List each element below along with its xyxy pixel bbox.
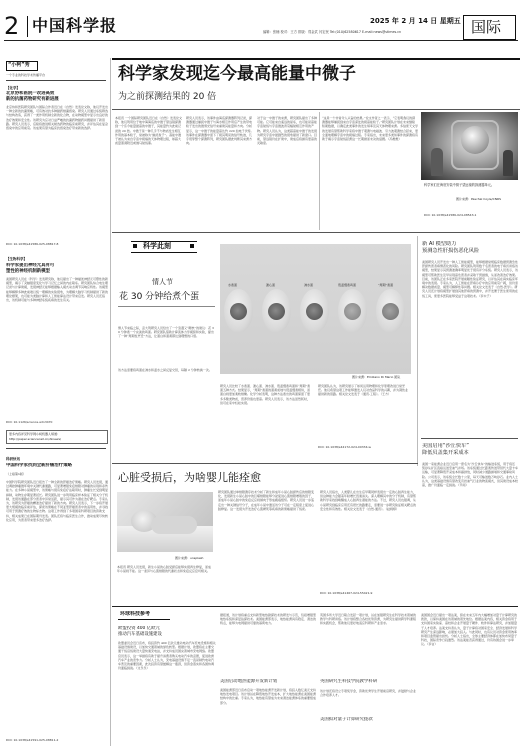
baby-body-left: 本报讯 研究人员发现，新生小鼠的心脏受损后能够实现再生修复，而成年小鼠则不能。这一差异与心肌细胞的代谢状态和免疫反应密切相关。 xyxy=(117,565,211,574)
baby-body-col2: 研究团队通过单细胞测序技术分析了新生和成年小鼠心脏损伤后的细胞变化，发现新生小鼠心脏中的巨噬细胞能够分泌促进心肌细胞增殖的因子，而成年小鼠心脏中的免疫反应则倾向于形成瘢痕组织。研究人员进一步鉴定出一种关键信号分子，在成年小鼠中激活该分子可在一定程度上促进心脏修复。这一发现为开发治疗心肌梗死等疾病的新策略提供了线索。 xyxy=(218,490,314,511)
lead-body-col2: 研究人员表示，该事件由海底探测器阵列记录，探测器通过捕捉中微子与海水相互作用后产生的带电粒子发出的微弱光信号来重建其能量和方向。分析显示，这一中微子的能量高达约 220 拍电子伏特。该事件在探测器中留下了极其明亮的信号轨迹，几乎贯穿整个探测阵列，研究团队据此判断其来源方向。 xyxy=(186,116,254,146)
item3-body: 中国科学院研究团队近日报告了一种全新的肝癌治疗策略。研究人员发现，通过调控肿瘤微环境中关键代谢通路，可显著增强免疫细胞对肿瘤的识别和杀伤能力。在多种小鼠模型中，该策略与现有免疫疗法联用时，肿瘤生长受到明显抑制，动物生存期显著延长。研究团队进一步利用临床样本验证了相关分子机制，发现该通路在部分患者中异常活跃，提示其可作为潜在治疗靶点。专家认为，该研究为肝癌的精准治疗提供了新的方向。研究人员表示，下一步将开展更大规模的临床前评估，探索该策略在不同亚型肝癌患者中的适用性，并寻找可用于预测疗效的生物标志物。这项工作得到了多项国家科研项目的资助支持，相关成果已在国际期刊发表。团队还将与临床医生合作，推动成果尽快转化应用，为患者带来更多治疗选择。 xyxy=(6,480,108,522)
egg-label-5: “周期”煮蛋 xyxy=(378,283,394,287)
item3-tag: 科研快讯 xyxy=(6,457,20,461)
notice-text: 更多内容详见科学网小柯机器人频道： http://paper.sciencenet.cn/AInews/ xyxy=(9,432,62,441)
baby-photo-credit: 图片来源：unsplash xyxy=(175,556,204,560)
bottom-body-2a: 据报道，该计划将重点支持新型地热勘探技术的研发与示范，包括增强型地热系统和深层钻探技术。美国能源部表示，地热能源具有稳定、清洁的特点，能够为电网提供可靠的基荷电力。 xyxy=(220,613,316,626)
item2-body: 美国研究人员在《科学》发表研究称，他们提出了一种描述神经元可塑性的新模型，揭示了突触强度变化与学习记忆之间的内在联系。研究团队综合电生理记录与计算建模，发现神经元能够根据输入模式动态调节其响应特性。该模型能够解释多种此前难以统一理解的实验现象，为理解大脑学习机制提供了新的理论框架，也可能为类脑计算和人工智能算法设计带来启发。研究人员还指出，该机制可能与多种神经系统疾病的发生有关。 xyxy=(6,277,108,303)
lead-body-col4: “这是一个非常令人兴奋的结果。”论文作者之一表示，“它表明我们的探测器能够捕捉到来自宇宙深处的极高能粒子。”研究团队计划在未来继续积累数据，以确定此类事件的发生频率及其天体物理来源。多信使天文学的发展有望帮助科学家将中微子观测与电磁波、引力波观测结合起来，更全面地理解宇宙中的极端过程。专家指出，未来更多类似事件的探测将有助于揭示宇宙射线起源这一长期悬而未决的谜题。（冯维维） xyxy=(322,116,418,142)
baby-body-col3: 研究人员指出，人类婴儿在出生后早期同样表现出一定的心脏再生能力，但这种能力会随着年龄增长迅速消失。深入理解其中的分子机制，有望帮助科学家找到唤醒成人心脏再生潜能的方法。不过，研究人员也强调，从小鼠研究到临床应用还有很长的路要走，需要进一步研究验证相关靶点的安全性和有效性。相关论文发表于《自然-通讯》。（赵婉婷） xyxy=(320,490,416,511)
lead-inner-rule xyxy=(319,112,320,230)
editor-line: 编辑：张楠 校对：王方 排版：郑金武 闫宏民 Tel:(010)62580617 E-mail:news@stimes.cn xyxy=(263,30,402,34)
lead-body-col1: 本报讯 一个国际研究团队近日在《自然》发表论文称，他们利用位于地中海海底的中微子望远镜探测到一个迄今能量最高的中微子，其能量约为此前记录的 20 倍。中微子是一种几乎不与物质发生相互作用的基本粒子，常被称为“幽灵粒子”。高能中微子被认为来自宇宙中极端的天体物理过程，如超大质量黑洞附近或伽马射线暴。 xyxy=(115,116,182,146)
left-rule-1 xyxy=(6,80,106,81)
baby-photo xyxy=(117,492,213,552)
feature-body-left-2: 该方法需要将鸡蛋在沸水和温水之间反复交替，每隔 2 分钟转换一次。 xyxy=(118,368,212,372)
bottom-body-5: 美国国会近日提出一项法案，拟在未来五年内大幅增加对量子计算研究的拨款，以保持美国在该领域的领先地位。根据法案内容，相关资金将用于支持国家实验室、高校和企业开展量子硬件、软件和算法研究，并加强量子人才培养。法案支持者认为，量子计算将对国家安全、经济发展和科学研究产生深远影响，必须加大投入。与此同时，也有议员对资金使用效率和项目监管提出担忧。分析人士指出，全球主要经济体都在加快布局量子科技，国际竞争日趋激烈。该法案能否获得通过，仍有待国会进一步审议。（李言） xyxy=(421,613,518,647)
feature-body-col3: 研究团队认为，该研究展示了如何运用物理和化学原理改进日常烹饪。他们希望这项工作能够激发人们对食品科学的兴趣，并为餐饮业提供新的思路。相关论文发表于《通讯-工程》。（王方） xyxy=(318,384,409,397)
baby-doi: DOI: 10.1038/s41467-024-55421-9 xyxy=(320,591,373,595)
item2-title: 科学家提出神经元具有可 塑性的神经机制新模型 xyxy=(6,263,55,274)
feature-label: 科学此刻 xyxy=(143,242,171,250)
left-rule-2 xyxy=(6,448,106,449)
bottom-body-1: 欧盟委员会近日宣布，将投资约 400 亿欧元推动电动汽车充电设施和相关基础设施建设，以加快交通领域的绿色转型。根据计划，欧盟将在主要交通干线沿线建设大量快速充电站，并支持成员国完善城市充电网络。欧盟官员表示，这一举措将有助于提升消费者购买电动汽车的意愿，促进欧洲汽车产业的竞争力。分析人士认为，充电基础设施不足一直是制约电动汽车普及的重要因素，此次投资有望缓解这一瓶颈，但资金落实和各国协调仍面临挑战。（文乐乐） xyxy=(118,641,216,671)
worker-figure-2 xyxy=(503,150,513,176)
feature-title: 花 30 分钟给煮个蛋 xyxy=(119,292,200,302)
lead-top-bar xyxy=(112,58,520,60)
bottom-body-2b: 美国能源部近日宣布启动一项地热能源开发新计划，将投入数亿美元支持地热发电项目。该计划旨在降低地热开发成本，扩大地热能源在美国能源结构中的比重。专家认为，地热能有望成为未来清洁能源体系的重要组成部分。 xyxy=(220,688,316,705)
egg-5-yolk xyxy=(382,303,399,320)
right-col-rule xyxy=(421,438,518,439)
right-story1-body: 美国研究人员开发出一种人工智能模型，能够根据常规临床数据预测急性肝损伤患者病情恶化的风险。研究团队利用数千名患者的电子病历训练该模型，结果显示其预测准确率明显优于现有评分系统。研究人员表示，该模型可帮助医生及早识别高危患者并采取干预措施，从而改善治疗效果。目前，该团队正在多家医院开展前瞻性验证研究，以评估其在真实临床环境中的表现。专家认为，人工智能在肝病诊疗中的应用前景广阔，但仍需解决数据质量、模型可解释性等问题。相关论文发表于《自然-医学》。研究人员还计划将模型扩展到其他肝病的预测中，并开发便于医生使用的在线工具，使更多医院能够受益于这项技术。（李木子） xyxy=(422,260,518,298)
xiaoke-sub: 一个专业的科技学术传播平台 xyxy=(6,73,46,77)
item1-doi: DOI: 10.1038/s41586-025-08817-8 xyxy=(6,242,59,246)
lead-rule xyxy=(112,109,520,110)
egg-2-yolk xyxy=(268,303,285,320)
item3-title: 中国科学家找到全新肝癌治疗策略 xyxy=(6,463,72,468)
baby-bottom-rule xyxy=(112,606,518,607)
item2-tag: 【生物科学】 xyxy=(6,257,27,261)
masthead-divider xyxy=(27,16,28,37)
bottom-section-label: 环球科技参考 xyxy=(120,611,151,617)
bottom-title-3: 英国研究生科技学院教学科研 xyxy=(320,679,378,684)
lead-photo-caption: 科学家们在海底安装中微子望远镜的探测器单元。 xyxy=(424,183,495,187)
left-col-rule xyxy=(110,58,111,746)
egg-label-4: 低温慢煮鸡蛋 xyxy=(338,283,357,287)
section-name: 国际 xyxy=(471,18,502,36)
lead-photo xyxy=(421,112,518,180)
lead-subhead: 为之前探测结果的 20 倍 xyxy=(118,92,217,102)
right-story2-body: 美国一家能源企业近日启用一套名为“沙丘快车”的输送系统，用于将压裂砂从矿区直接运送至油气井场。该系统通过长距离传送带替代大量卡车运输，可显著降低开采成本和碳排放，同时减少道路拥堵和交通事故风险。公司表示，该系统全长数十公里，每天可输送数万吨砂石。业内人士认为，这类基础设施有望改变页岩油气行业的物流模式，但其建设成本较高，推广仍面临一定挑战。（辛雨） xyxy=(422,462,518,488)
baby-headline: 心脏受损后，为啥婴儿能痊愈 xyxy=(118,471,261,484)
egg-label-2: 溏心蛋 xyxy=(266,283,276,287)
egg-label-3: 沸水蛋 xyxy=(304,283,314,287)
feature-label-mark-right xyxy=(190,244,194,248)
paper-logo: 中国科学报 xyxy=(32,16,118,35)
feature-label-mark-left xyxy=(133,244,137,248)
egg-1-yolk xyxy=(230,303,247,320)
detector-frame xyxy=(451,120,499,170)
page-number: 2 xyxy=(4,12,20,40)
feature-body-col2: 研究人员比较了水煮蛋、溏心蛋、沸水蛋、低温慢煮鸡蛋和“周期”煮蛋五种方式。结果显示，“周期”煮蛋的蛋黄质地与低温慢煮相似，而蛋白则更加柔软细嫩。化学分析表明，这种方法煮出的鸡蛋保留了更多多酚类物质，营养价值也更高。研究人员表示，该方法虽然耗时，但可在家中轻松实现。 xyxy=(220,384,311,405)
bottom-title-4: 美国拟对量子计算研究拨款 xyxy=(320,717,373,722)
lead-doi: DOI: 10.1038/s41586-024-08543-1 xyxy=(424,213,477,217)
egg-4-yolk xyxy=(344,303,361,320)
right-story2-title: 美国启用“沙丘快车” 降低贝盖集开采成本 xyxy=(422,443,469,456)
eggs-photo-credit: 图片来源：Emiliano Di Mario 团队 xyxy=(352,375,401,379)
worker-figure xyxy=(431,148,443,176)
item1-title: 北京协和医院一改进高效 新的抗菌药物研究有新进展 xyxy=(6,91,59,102)
item1-tag: 【化学】 xyxy=(6,86,20,90)
feature-title-rule xyxy=(118,306,215,307)
lead-headline: 科学家发现迄今最高能量中微子 xyxy=(118,64,356,84)
lead-photo-credit: 图片来源：Paschal Coyle/CNRS xyxy=(456,197,501,201)
baby-body xyxy=(151,516,197,534)
bottom-title-1: 欧盟投资 400 亿欧元 推动汽车基础设施建设 xyxy=(118,626,162,637)
date-line: 2025 年 2 月 14 日 星期五 xyxy=(370,17,461,25)
masthead-rule xyxy=(4,40,518,41)
lead-bottom-rule xyxy=(112,232,520,233)
bottom-title-2: 美国启动地热能源开发新计划 xyxy=(220,679,278,684)
egg-3-yolk xyxy=(306,303,323,320)
feature-body-left: 情人节来临之际，意大利研究人员给出了一个浪漫又“硬核”的建议：花 30 分钟煮一个完美的鸡蛋。研究团队借助计算流体力学模拟和实验，提出了一种“周期性烹饪”方法，让蛋白和蛋黄都达到理想的口感。 xyxy=(118,326,214,339)
item3-doi: DOI: 10.1038/s41591-025-08811-2 xyxy=(6,738,59,742)
feature-right-rule xyxy=(417,236,418,466)
right-story1-title: 新 AI 模型助力 预测急性肝损伤恶化风险 xyxy=(422,241,480,254)
bottom-body-4: 该计划还将设立专项奖学金，资助优秀学生开展前沿研究，并鼓励与企业合作培养人才。 xyxy=(320,689,416,698)
lead-body-col3: 对于这一中微子的来源，研究团队提出了多种可能。它可能来自遥远的星系，也可能是高能宇宙射线与宇宙微波背景辐射相互作用的产物。研究人员认为，这类超高能中微子的发现为研究宇宙中最剧烈的现象提供了新窗口。目前，望远镜仍在扩建中，建成后将拥有更高的灵敏度。 xyxy=(257,116,317,146)
bottom-body-3: 英国多所大学近日联合发起一项计划，旨在加强研究生在科学技术领域的教学与科研训练。该计划将整合各校优势资源，为研究生提供跨学科课程和实践机会，帮助他们更好地适应科研和产业需求。 xyxy=(320,613,416,626)
item1-body: 北京协和医院研究团队与国际合作者近日在《自然》发表论文称，他们开发出一种全新的抗菌策略，可有效对抗多种耐药细菌感染。研究人员通过系统筛选与结构改造，获得了一类作用机制全新的化合物，在动物模型中显示出良好的治疗效果和安全性。该研究为应对日益严峻的抗菌药物耐药问题提供了新思路。研究人员表示，后续将推进相关候选药物的临床前研究，并评估其在复杂感染中的应用前景。该成果有望为临床抗感染治疗带来新的选择。 xyxy=(6,105,108,131)
feature-doi: DOI: 10.1038/s44172-024-00334-w xyxy=(318,445,372,449)
item3-sub: （上接第1版） xyxy=(6,472,26,476)
feature-kicker: 情人节 xyxy=(152,278,173,286)
item2-doi: DOI: 10.1126/science.adn3470 xyxy=(6,420,53,424)
feature-bottom-rule xyxy=(112,463,418,464)
egg-label-1: 水煮蛋 xyxy=(228,283,238,287)
xiaoke-badge-text: “小柯”秀 xyxy=(8,62,30,68)
